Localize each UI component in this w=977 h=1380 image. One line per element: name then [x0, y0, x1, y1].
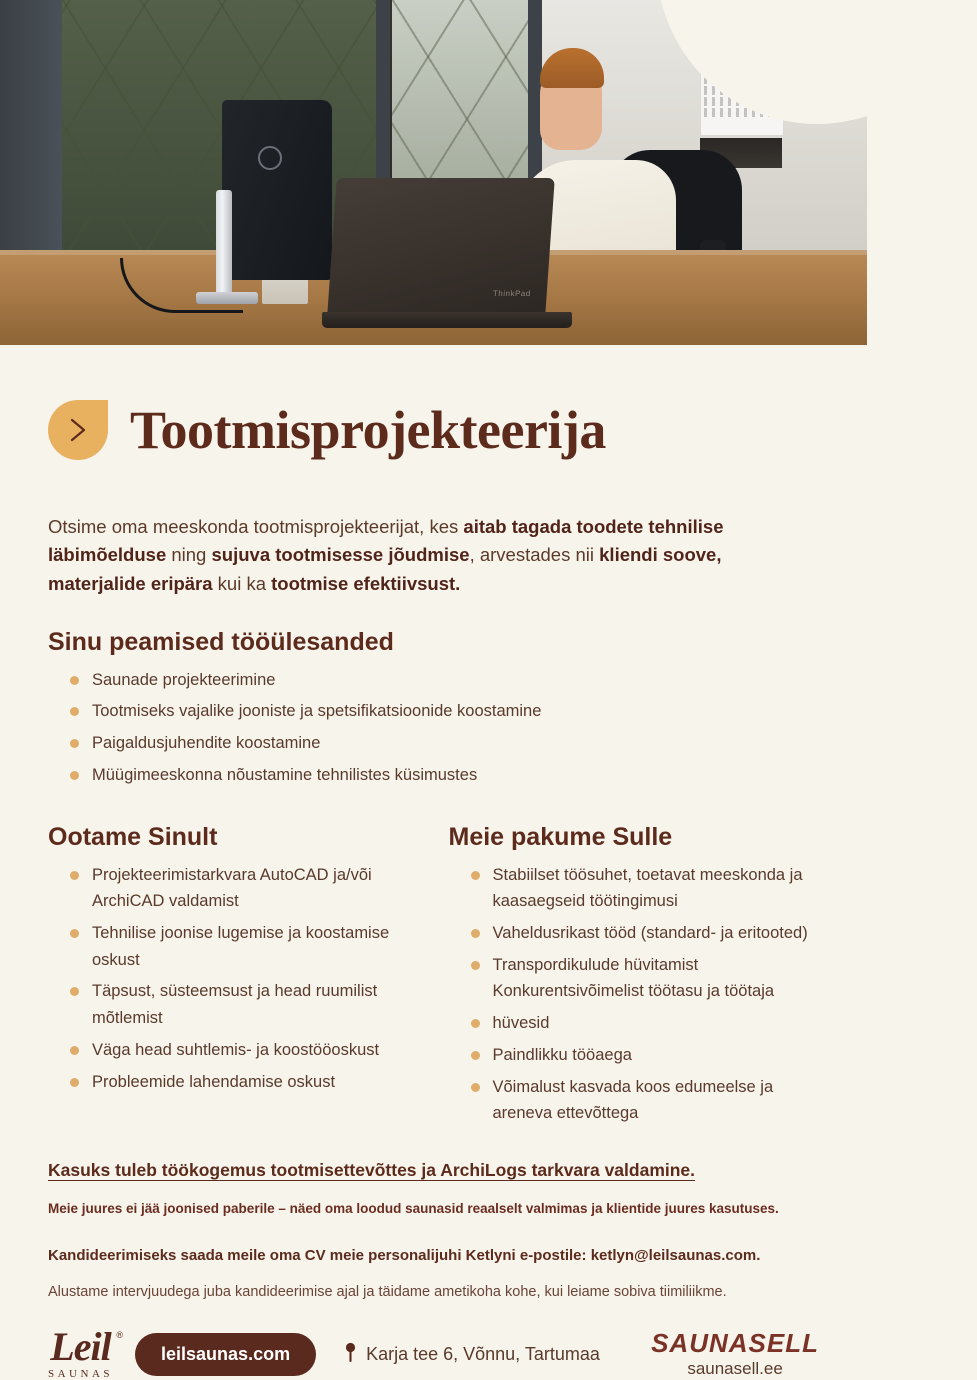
page-title: Tootmisprojekteerija [130, 400, 606, 461]
list-item: Tehnilise joonise lugemise ja koostamise oskust [70, 920, 419, 973]
registered-trademark-icon: ® [116, 1330, 124, 1341]
list-item: Võimalust kasvada koos edumeelse ja areneva ettevõttega [471, 1074, 820, 1127]
intro-text: Otsime oma meeskonda tootmisprojekteerijat, kes [48, 516, 464, 538]
closing-note: Meie juures ei jää joonised paberile – näed oma loodud saunasid reaalselt valmimas ja klientide juures kasutuses. [48, 1200, 779, 1216]
location-pin-icon [344, 1342, 357, 1367]
list-item: Transpordikulude hüvitamist Konkurentsivõimelist töötasu ja töötaja [471, 952, 820, 1005]
laptop-keyboard-base [322, 312, 572, 328]
poster-content [0, 367, 867, 1380]
list-item: Saunade projekteerimine [70, 667, 819, 694]
address-text: Karja tee 6, Võnnu, Tartumaa [366, 1343, 600, 1364]
tasks-list [48, 667, 819, 789]
intro-emphasis: sujuva tootmisesse jõudmise [211, 544, 470, 566]
leil-tagline: SAUNAS [48, 1368, 114, 1380]
requirements-heading: Ootame Sinult [48, 822, 218, 851]
offers-column [449, 823, 820, 1132]
leil-logo [48, 1324, 124, 1380]
footer [48, 1324, 819, 1380]
monitor-stand-arm [216, 190, 232, 300]
list-item: Stabiilset töösuhet, toetavat meeskonda ja kaasaegseid töötingimusi [471, 862, 820, 915]
chevron-right-icon [48, 400, 108, 460]
saunasell-wordmark: SAUNASELL [651, 1327, 819, 1358]
list-item: Müügimeeskonna nõustamine tehnilistes küsimustes [70, 762, 819, 789]
list-item: Paigaldusjuhendite koostamine [70, 730, 819, 757]
monitor-stand-base [196, 292, 258, 304]
intro-text: ning [166, 544, 212, 566]
intro-text: kui ka [212, 572, 272, 594]
list-item: Väga head suhtlemis- ja koostööoskust [70, 1037, 419, 1064]
hero-image [0, 0, 867, 345]
list-item: Tootmiseks vajalike jooniste ja spetsifikatsioonide koostamine [70, 698, 819, 725]
laptop-brand-label: ThinkPad [492, 289, 532, 298]
intro-text: , arvestades nii [469, 544, 600, 566]
requirements-list [48, 862, 419, 1096]
leil-wordmark: Leil [50, 1324, 111, 1370]
list-item: Probleemide lahendamise oskust [70, 1069, 419, 1096]
closing-highlight: Kasuks tuleb töökogemus tootmisettevõttes ja ArchiLogs tarkvara valdamine. [48, 1160, 696, 1181]
tasks-heading: Sinu peamised tööülesanded [48, 627, 394, 656]
desktop-monitor [222, 100, 332, 280]
title-row [48, 367, 819, 493]
offers-heading: Meie pakume Sulle [448, 822, 673, 851]
address-block [344, 1342, 600, 1367]
monitor-logo-icon [258, 146, 282, 170]
list-item: hüvesid [471, 1010, 820, 1037]
two-column-section [48, 823, 819, 1132]
apply-subnote: Alustame intervjuudega juba kandideerimise ajal ja täidame ametikoha kohe, kui leiame sobiva tiimiliikme. [48, 1284, 727, 1301]
saunasell-website: saunasell.ee [687, 1358, 783, 1378]
hero-wall-left [0, 0, 62, 250]
offers-list [449, 862, 820, 1127]
intro-emphasis: aitab tagada toodete tehnilise läbimõelduse [48, 516, 724, 566]
list-item: Vaheldusrikast tööd (standard- ja eritooted) [471, 920, 820, 947]
list-item: Täpsust, süsteemsust ja head ruumilist mõtlemist [70, 978, 419, 1031]
requirements-column [48, 823, 419, 1132]
intro-emphasis: kliendi soove, materjalide eripära [48, 544, 722, 594]
apply-instructions: Kandideerimiseks saada meile oma CV meie personalijuhi Ketlyni e-postile: ketlyn@leilsaunas.com. [48, 1246, 761, 1264]
saunasell-logo [651, 1327, 819, 1379]
list-item: Paindlikku tööaega [471, 1042, 820, 1069]
website-button[interactable]: leilsaunas.com [135, 1333, 316, 1376]
laptop [327, 178, 555, 316]
intro-emphasis: tootmise efektiivsust. [271, 572, 461, 594]
intro-paragraph [48, 513, 818, 597]
hero-corner-fill [779, 0, 867, 46]
list-item: Projekteerimistarkvara AutoCAD ja/või ArchiCAD valdamist [70, 862, 419, 915]
